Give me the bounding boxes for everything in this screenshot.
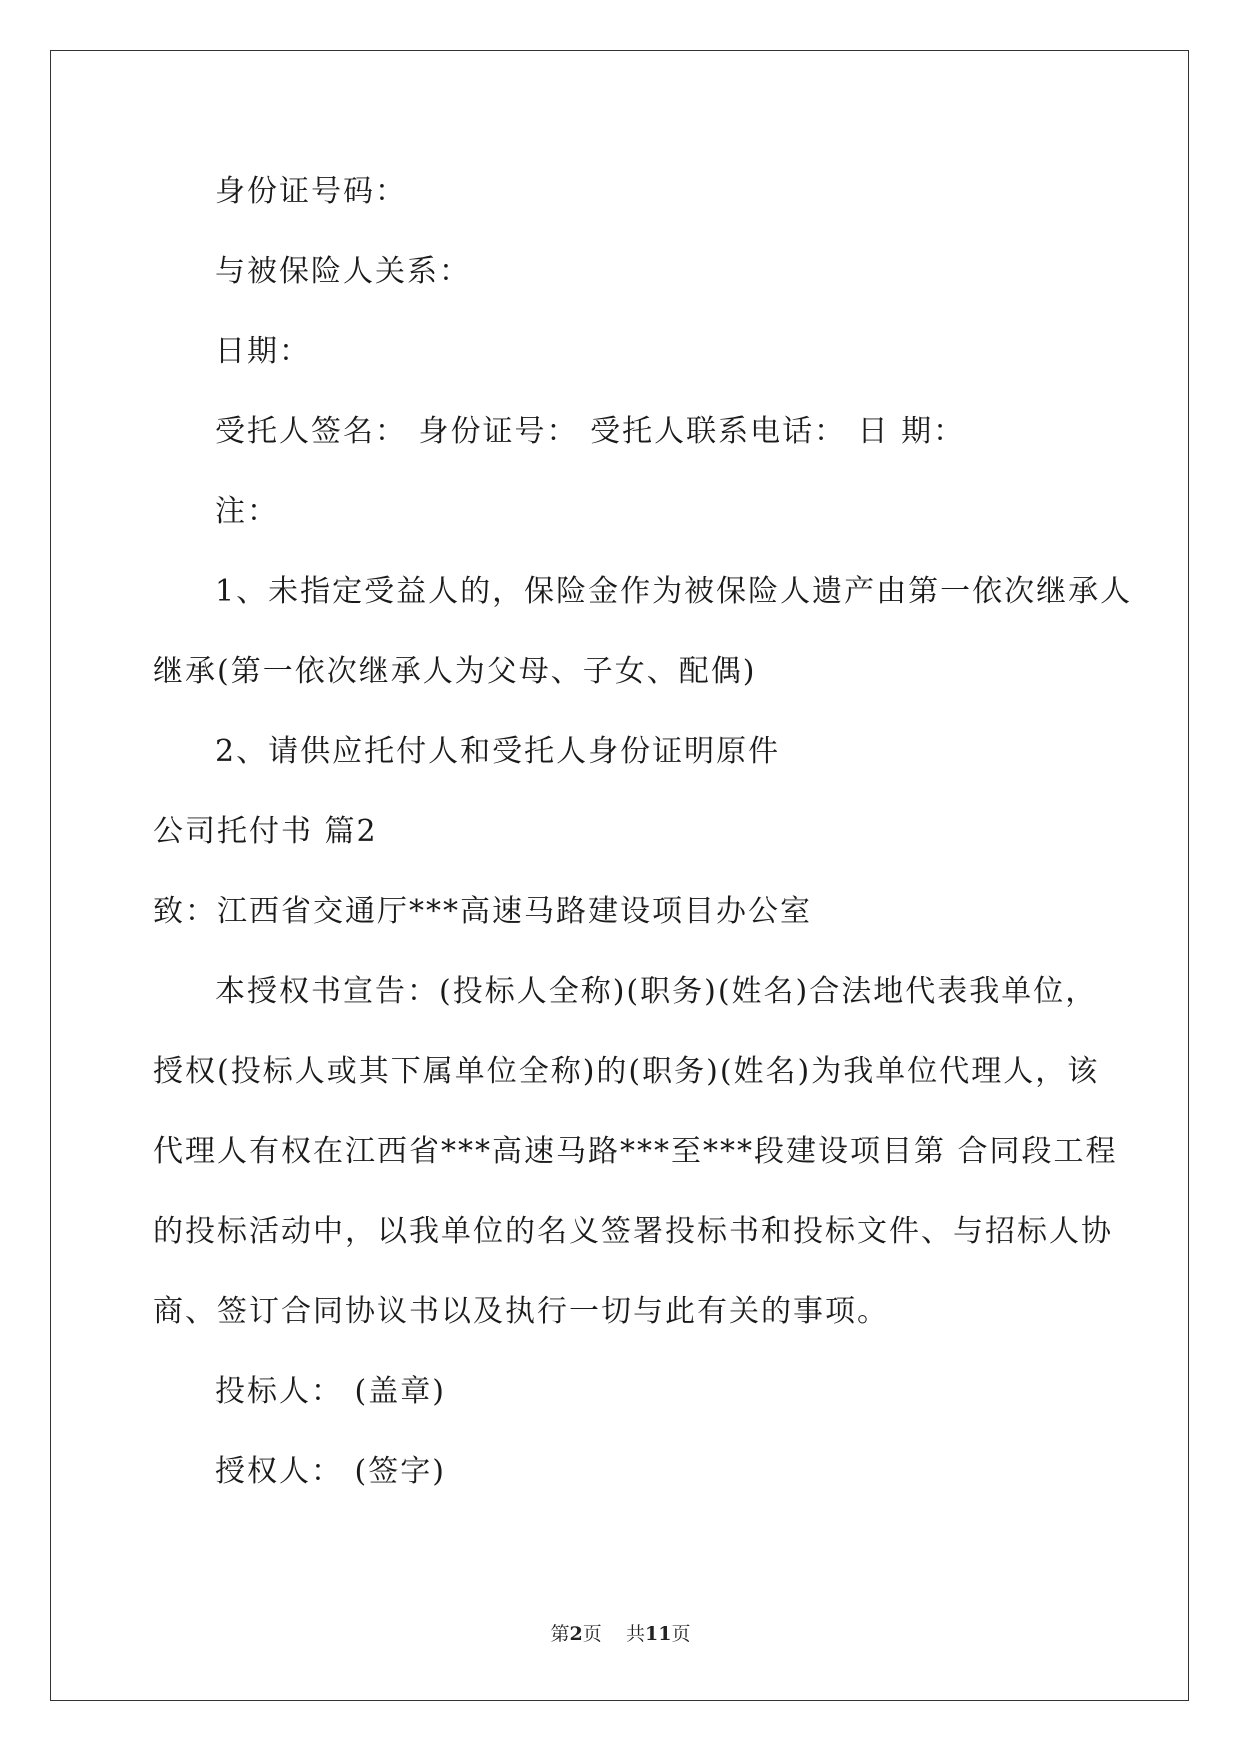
note-item-1: 1、未指定受益人的，保险金作为被保险人遗产由第一依次继承人	[215, 574, 1133, 609]
footer-prefix: 第	[550, 1623, 570, 1645]
body-paragraph-line-4: 的投标活动中，以我单位的名义签署投标书和投标文件、与招标人协	[153, 1214, 1113, 1249]
note-heading: 注：	[215, 494, 279, 529]
note-item-1-cont: 继承(第一依次继承人为父母、子女、配偶)	[153, 654, 757, 689]
footer-page-suffix: 页	[582, 1623, 602, 1645]
note-item-2: 2、请供应托付人和受托人身份证明原件	[215, 734, 781, 769]
addressee-line: 致：江西省交通厅***高速马路建设项目办公室	[153, 894, 812, 929]
bidder-seal-line: 投标人： (盖章)	[215, 1374, 446, 1409]
page-footer	[0, 1622, 1241, 1646]
body-paragraph-line-3: 代理人有权在江西省***高速马路***至***段建设项目第 合同段工程	[153, 1134, 1118, 1169]
body-paragraph-line-1: 本授权书宣告：(投标人全称)(职务)(姓名)合法地代表我单位，	[215, 974, 1098, 1009]
body-paragraph-line-5: 商、签订合同协议书以及执行一切与此有关的事项。	[153, 1294, 889, 1329]
footer-page-number: 2	[569, 1623, 583, 1645]
body-paragraph-line-2: 授权(投标人或其下属单位全称)的(职务)(姓名)为我单位代理人，该	[153, 1054, 1100, 1089]
footer-total-prefix: 共	[625, 1623, 645, 1645]
footer-total-pages: 11	[644, 1623, 672, 1645]
footer-total-suffix: 页	[671, 1623, 691, 1645]
authorizer-signature-line: 授权人： (签字)	[215, 1454, 446, 1489]
section-heading: 公司托付书 篇2	[153, 814, 378, 849]
id-number-label: 身份证号码：	[215, 174, 407, 209]
trustee-signature-line: 受托人签名： 身份证号： 受托人联系电话： 日 期：	[215, 414, 966, 449]
date-label: 日期：	[215, 334, 311, 369]
relationship-label: 与被保险人关系：	[215, 254, 471, 289]
